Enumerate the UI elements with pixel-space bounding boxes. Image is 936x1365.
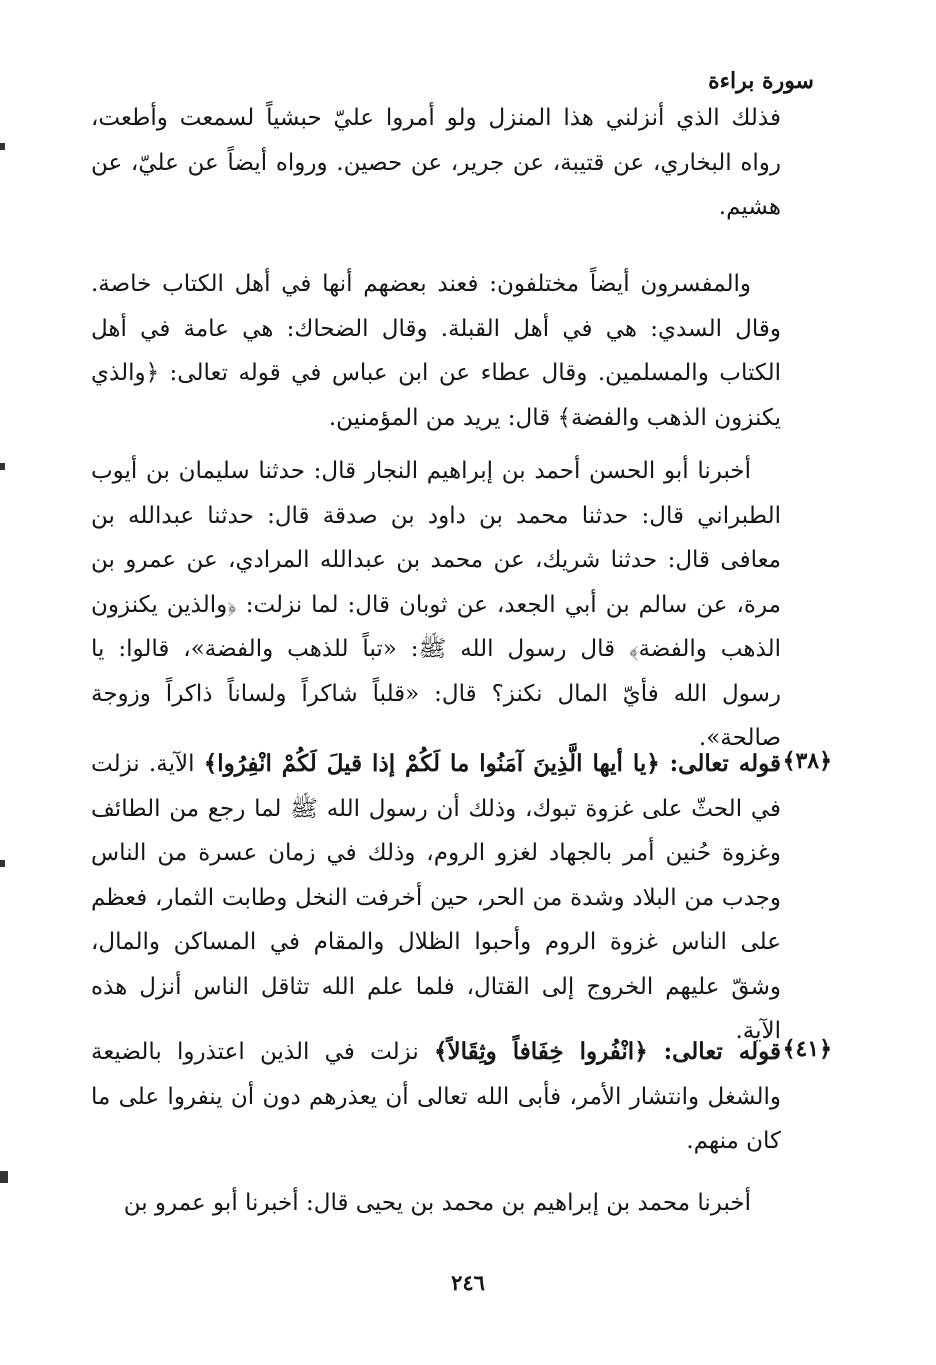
verse-41-quote: قوله تعالى: ﴿انْفُروا خِفَافاً وثِقَالاً﴾ <box>434 1038 781 1065</box>
paragraph-verse-41 <box>91 1030 781 1164</box>
margin-mark <box>0 463 5 470</box>
verse-38-quote: قوله تعالى: ﴿يا أيها الَّذِينَ آمَنُوا ما لَكُمْ إذا قيلَ لَكُمْ انْفِرُوا﴾ <box>203 750 782 777</box>
paragraph-1: فذلك الذي أنزلني هذا المنزل ولو أمروا عليّ حبشياً لسمعت وأطعت، رواه البخاري، عن قتيبة، عن جرير، عن حصين. ورواه أيضاً عن عليّ، عن هشيم. <box>91 105 781 220</box>
margin-mark <box>0 1171 8 1183</box>
verse-41-commentary: نزلت في الذين اعتذروا بالضيعة والشغل وانتشار الأمر، فأبى الله تعالى أن يعذرهم دون أن ينفروا على ما كان منهم. <box>91 1039 781 1154</box>
margin-mark <box>0 860 5 867</box>
paragraph-6: أخبرنا محمد بن إبراهيم بن محمد بن يحيى قال: أخبرنا أبو عمرو بن <box>123 1190 751 1216</box>
verse-number-41: ﴿٤١﴾ <box>782 1036 832 1062</box>
paragraph-verse-38 <box>91 742 781 1054</box>
running-header: سورة براءة <box>708 68 814 94</box>
paragraph-2: والمفسرون أيضاً مختلفون: فعند بعضهم أنها في أهل الكتاب خاصة. وقال السدي: هي في أهل القبلة. وقال الضحاك: هي عامة في أهل الكتاب والمسلمين. وقال عطاء عن ابن عباس في قوله تعالى: ﴿والذي يكنزون الذهب والفضة﴾ قال: يريد من المؤمنين. <box>91 271 781 431</box>
page-number: ٢٤٦ <box>451 1270 485 1295</box>
verse-number-38: ﴿٣٨﴾ <box>782 748 832 774</box>
margin-mark <box>0 143 5 150</box>
paragraph-3: أخبرنا أبو الحسن أحمد بن إبراهيم النجار قال: حدثنا سليمان بن أيوب الطبراني قال: حدثنا محمد بن داود بن صدقة قال: حدثنا عبدالله بن معافى قال: حدثنا شريك، عن محمد بن عبدالله المرادي، عن عمرو بن مرة، عن سالم بن أبي الجعد، عن ثوبان قال: لما نزلت: ﴿والذين يكنزون الذهب والفضة﴾ قال رسول الله ﷺ: «تباً للذهب والفضة»، قالوا: يا رسول الله فأيّ المال نكنز؟ قال: «قلباً شاكراً ولساناً ذاكراً وزوجة صالحة». <box>91 458 781 751</box>
verse-38-commentary: الآية. نزلت في الحثّ على غزوة تبوك، وذلك أن رسول الله ﷺ لما رجع من الطائف وغزوة حُنين أمر بالجهاد لغزو الروم، وذلك في زمان عسرة من الناس وجدب من البلاد وشدة من الحر، حين أخرفت النخل وطابت الثمار، فعظم على الناس غزوة الروم وأحبوا الظلال والمقام في المساكن والمال، وشقّ عليهم الخروج إلى القتال، فلما علم الله تثاقل الناس أنزل هذه الآية. <box>91 751 781 1044</box>
